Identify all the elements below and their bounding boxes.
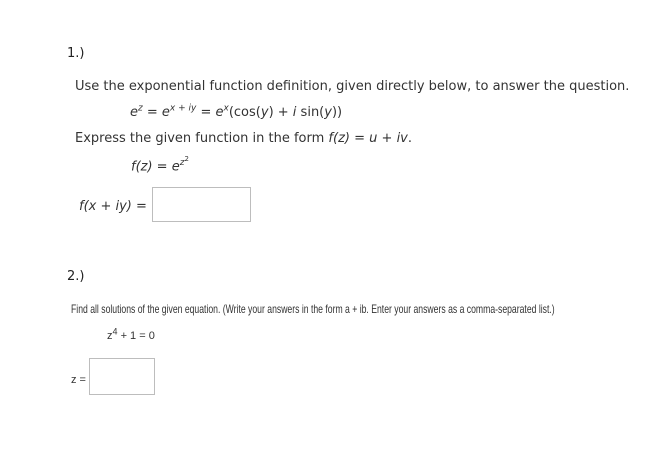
answer-1-label-text: f(x + iy) [79, 199, 132, 214]
function-base: e [171, 159, 180, 175]
given-function [131, 155, 189, 175]
answer-2-label [71, 374, 86, 386]
def-base-1: e [130, 105, 138, 120]
function-eq: = [152, 159, 172, 175]
question-1-number: 1.) [67, 46, 85, 61]
def-eq-2: = [196, 105, 216, 120]
question-1-instruction: Use the exponential function definition, given directly below, to answer the question. [75, 79, 630, 94]
def-tail-y1: y [260, 105, 269, 120]
answer-1-eq: = [131, 199, 147, 214]
question-1-prompt [75, 131, 412, 146]
answer-1-label [79, 199, 147, 214]
question-2-instruction: Find all solutions of the given equation. (Write your answers in the form a + ib. Enter your answers as a comma-separated list.) [71, 302, 555, 316]
def-eq-1: = [142, 105, 162, 120]
equation-rest: + 1 = 0 [117, 330, 155, 342]
function-exp: z [179, 158, 185, 168]
equation-2 [107, 326, 155, 342]
prompt-eq: = [349, 131, 370, 146]
equation-exp: 4 [112, 326, 118, 337]
answer-2-input[interactable] [89, 358, 155, 395]
prompt-fz: f(z) [328, 131, 350, 146]
def-base-3: e [215, 105, 224, 120]
def-exp-1: z [138, 103, 143, 114]
def-tail-open: (cos( [228, 105, 261, 120]
equation-base: z [107, 330, 113, 342]
prompt-end: . [407, 131, 413, 146]
function-exp-2: 2 [184, 155, 189, 163]
def-exp-3: x [223, 103, 229, 114]
answer-2-label-text: z [71, 374, 77, 386]
def-tail-sin: sin( [296, 105, 325, 120]
function-lhs: f(z) [131, 159, 153, 175]
prompt-u: u [369, 131, 378, 146]
prompt-prefix: Express the given function in the form [75, 131, 329, 146]
answer-2-eq: = [76, 374, 86, 386]
def-tail-y2: y [324, 105, 332, 120]
def-base-2: e [161, 105, 170, 120]
def-tail-close: )) [331, 105, 343, 120]
question-2-number: 2.) [67, 269, 85, 284]
prompt-iv: iv [396, 131, 408, 146]
answer-1-input[interactable] [152, 187, 251, 222]
def-exp-2: x + iy [169, 103, 197, 114]
def-tail-i: i [292, 105, 297, 120]
prompt-plus: + [377, 131, 397, 146]
def-tail-mid: ) + [268, 105, 293, 120]
exponential-definition [130, 105, 342, 120]
